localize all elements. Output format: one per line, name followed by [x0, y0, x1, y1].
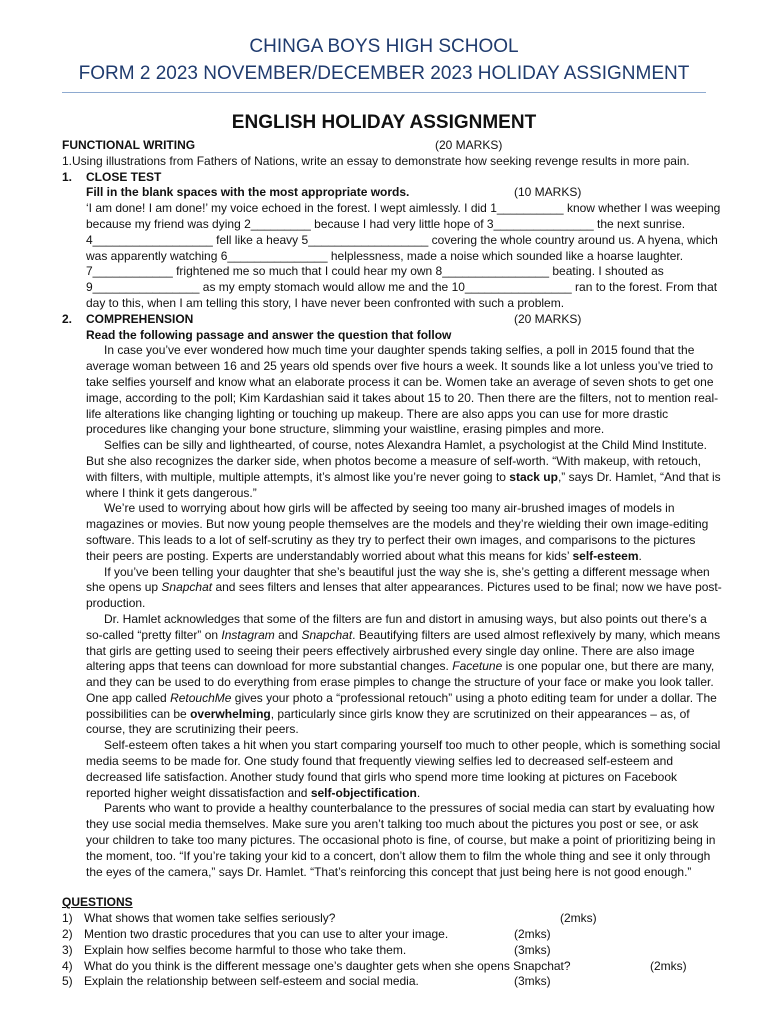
- question-item: 2) Mention two drastic procedures that you can use to alter your image. (2mks): [62, 927, 551, 942]
- passage-paragraph-3: We’re used to worrying about how girls will be affected by seeing too many air-brushed images of models in magazines or movies. But now young people themselves are the models and they’re wielding their own image-editing software. This leads to a lot of self-scrutiny as they try to perfect their own images, and comparisons to the pictures their peers are posting. Experts are understandably worried about what this means for kids’ self-esteem.: [86, 501, 709, 563]
- comprehension-heading-row: [62, 312, 722, 328]
- functional-writing-heading: FUNCTIONAL WRITING: [62, 138, 196, 152]
- questions-heading: QUESTIONS: [62, 895, 133, 910]
- comprehension-heading: COMPREHENSION: [86, 311, 194, 326]
- functional-writing-marks: (20 MARKS): [435, 138, 503, 152]
- close-test-number: 1.: [62, 169, 73, 184]
- close-test-heading-row: [62, 170, 722, 186]
- question-item: 1) What shows that women take selfies seriously? (2mks): [62, 911, 597, 926]
- header-divider: [62, 92, 706, 93]
- assignment-title: FORM 2 2023 NOVEMBER/DECEMBER 2023 HOLIDAY ASSIGNMENT: [78, 63, 690, 84]
- school-name: CHINGA BOYS HIGH SCHOOL: [249, 36, 519, 57]
- close-test-heading: CLOSE TEST: [86, 169, 162, 184]
- passage-paragraph-1: In case you’ve ever wondered how much time your daughter spends taking selfies, a poll in 2015 found that the average woman between 16 and 25 years old spends over five hours a week. It sounds like a lot unless you’ve tried to take selfies yourself and know what an elaborate process it can be. Women take an average of seven shots to get one image, according to the poll; Kim Kardashian said it takes about 15 to 20. Then there are the filters, not to mention real-life alterations like changing lighting or touching up makeup. There are also apps you can use for more drastic procedures like changing your bone structure, slimming your waistline, erasing pimples and more.: [86, 343, 719, 437]
- passage-paragraph-5: Dr. Hamlet acknowledges that some of the filters are fun and distort in amusing ways, but also points out there’s a so-called “pretty filter” on Instagram and Snapchat. Beautifying filters are used almost reflexively by many, which means that girls are getting used to seeing their peers effectively airbrushed every single day online. There are also image altering apps that teens can download for more substantial changes. Facetune is one popular one, but there are many, and they can be used to do everything from erase pimples to change the structure of your face or make you look taller. One app called RetouchMe gives your photo a “professional retouch” using a photo editing team for under a dollar. The possibilities can be overwhelming, particularly since girls know they are scrutinized on their appearances – as, of course, they are scrutinizing their peers.: [86, 611, 721, 737]
- comprehension-passage: [62, 343, 722, 880]
- document-header: [0, 0, 768, 87]
- page-title: ENGLISH HOLIDAY ASSIGNMENT: [231, 112, 537, 133]
- comprehension-instruction: Read the following passage and answer the question that follow: [86, 327, 452, 342]
- close-test-instruction: Fill in the blank spaces with the most appropriate words.: [86, 185, 410, 200]
- document-body: [62, 138, 722, 990]
- functional-writing-task: 1.Using illustrations from Fathers of Nations, write an essay to demonstrate how seeking revenge results in more pain.: [62, 153, 690, 168]
- passage-paragraph-6: Self-esteem often takes a hit when you start comparing yourself too much to other people, which is something social media seems to be made for. One study found that frequently viewing selfies led to decreased self-esteem and decreased life satisfaction. Another study found that girls who spend more time looking at pictures on Facebook reported higher weight dissatisfaction and self-objectification.: [86, 738, 721, 800]
- passage-paragraph-7: Parents who want to provide a healthy counterbalance to the pressures of social media can start by evaluating how they use social media themselves. Make sure you aren’t talking too much about the pictures you post or see, or ask your children to take too many pictures. The occasional photo is fine, of course, but make a point of prioritizing being in the moment, too. “If you’re taking your kid to a concert, don’t allow them to film the whole thing and see it only through the eyes of the camera,” says Dr. Hamlet. “That’s reinforcing this concept that just being here is not good enough.”: [86, 801, 716, 879]
- comprehension-number: 2.: [62, 311, 73, 326]
- passage-paragraph-4: If you’ve been telling your daughter that she’s beautiful just the way she is, she’s getting a different message when she opens up Snapchat and sees filters and lenses that alter appearances. Pictures used to be final; now we have post-production.: [86, 564, 722, 611]
- comprehension-marks: (20 MARKS): [514, 311, 582, 326]
- close-test-passage: ‘I am done! I am done!’ my voice echoed in the forest. I wept aimlessly. I did 1__________ know whether I was weeping because my friend was dying 2_________ because I had very little hope of 3_______________ the next sunrise. 4__________________ fell like a heavy 5__________________ covering the whole country around us. A hyena, which was apparently watching 6_______________ helplessness, made a noise which sounded like a hoarse laughter. 7____________ frightened me so much that I could hear my own 8________________ beating. I shouted as 9________________ as my empty stomach would allow me and the 10________________ ran to the forest. From that day to this, when I am telling this story, I have never been confronted with such a problem.: [86, 201, 721, 310]
- passage-paragraph-2: Selfies can be silly and lighthearted, of course, notes Alexandra Hamlet, a psychologist at the Child Mind Institute. But she also recognizes the darker side, when photos become a measure of self-worth. “With makeup, with retouch, with filters, with multiple, multiple attempts, it’s almost like you’re never going to stack up,” says Dr. Hamlet, “And that is where I think it gets dangerous.”: [86, 438, 721, 500]
- question-item: 3) Explain how selfies become harmful to those who take them. (3mks): [62, 942, 551, 957]
- question-item: 5) Explain the relationship between self-esteem and social media. (3mks): [62, 974, 551, 989]
- close-test-marks: (10 MARKS): [514, 185, 582, 200]
- functional-writing-heading-row: [62, 138, 722, 154]
- close-test-instruction-row: [62, 185, 722, 201]
- question-item: 4) What do you think is the different message one’s daughter gets when she opens Snapchat? (2mks): [62, 958, 687, 973]
